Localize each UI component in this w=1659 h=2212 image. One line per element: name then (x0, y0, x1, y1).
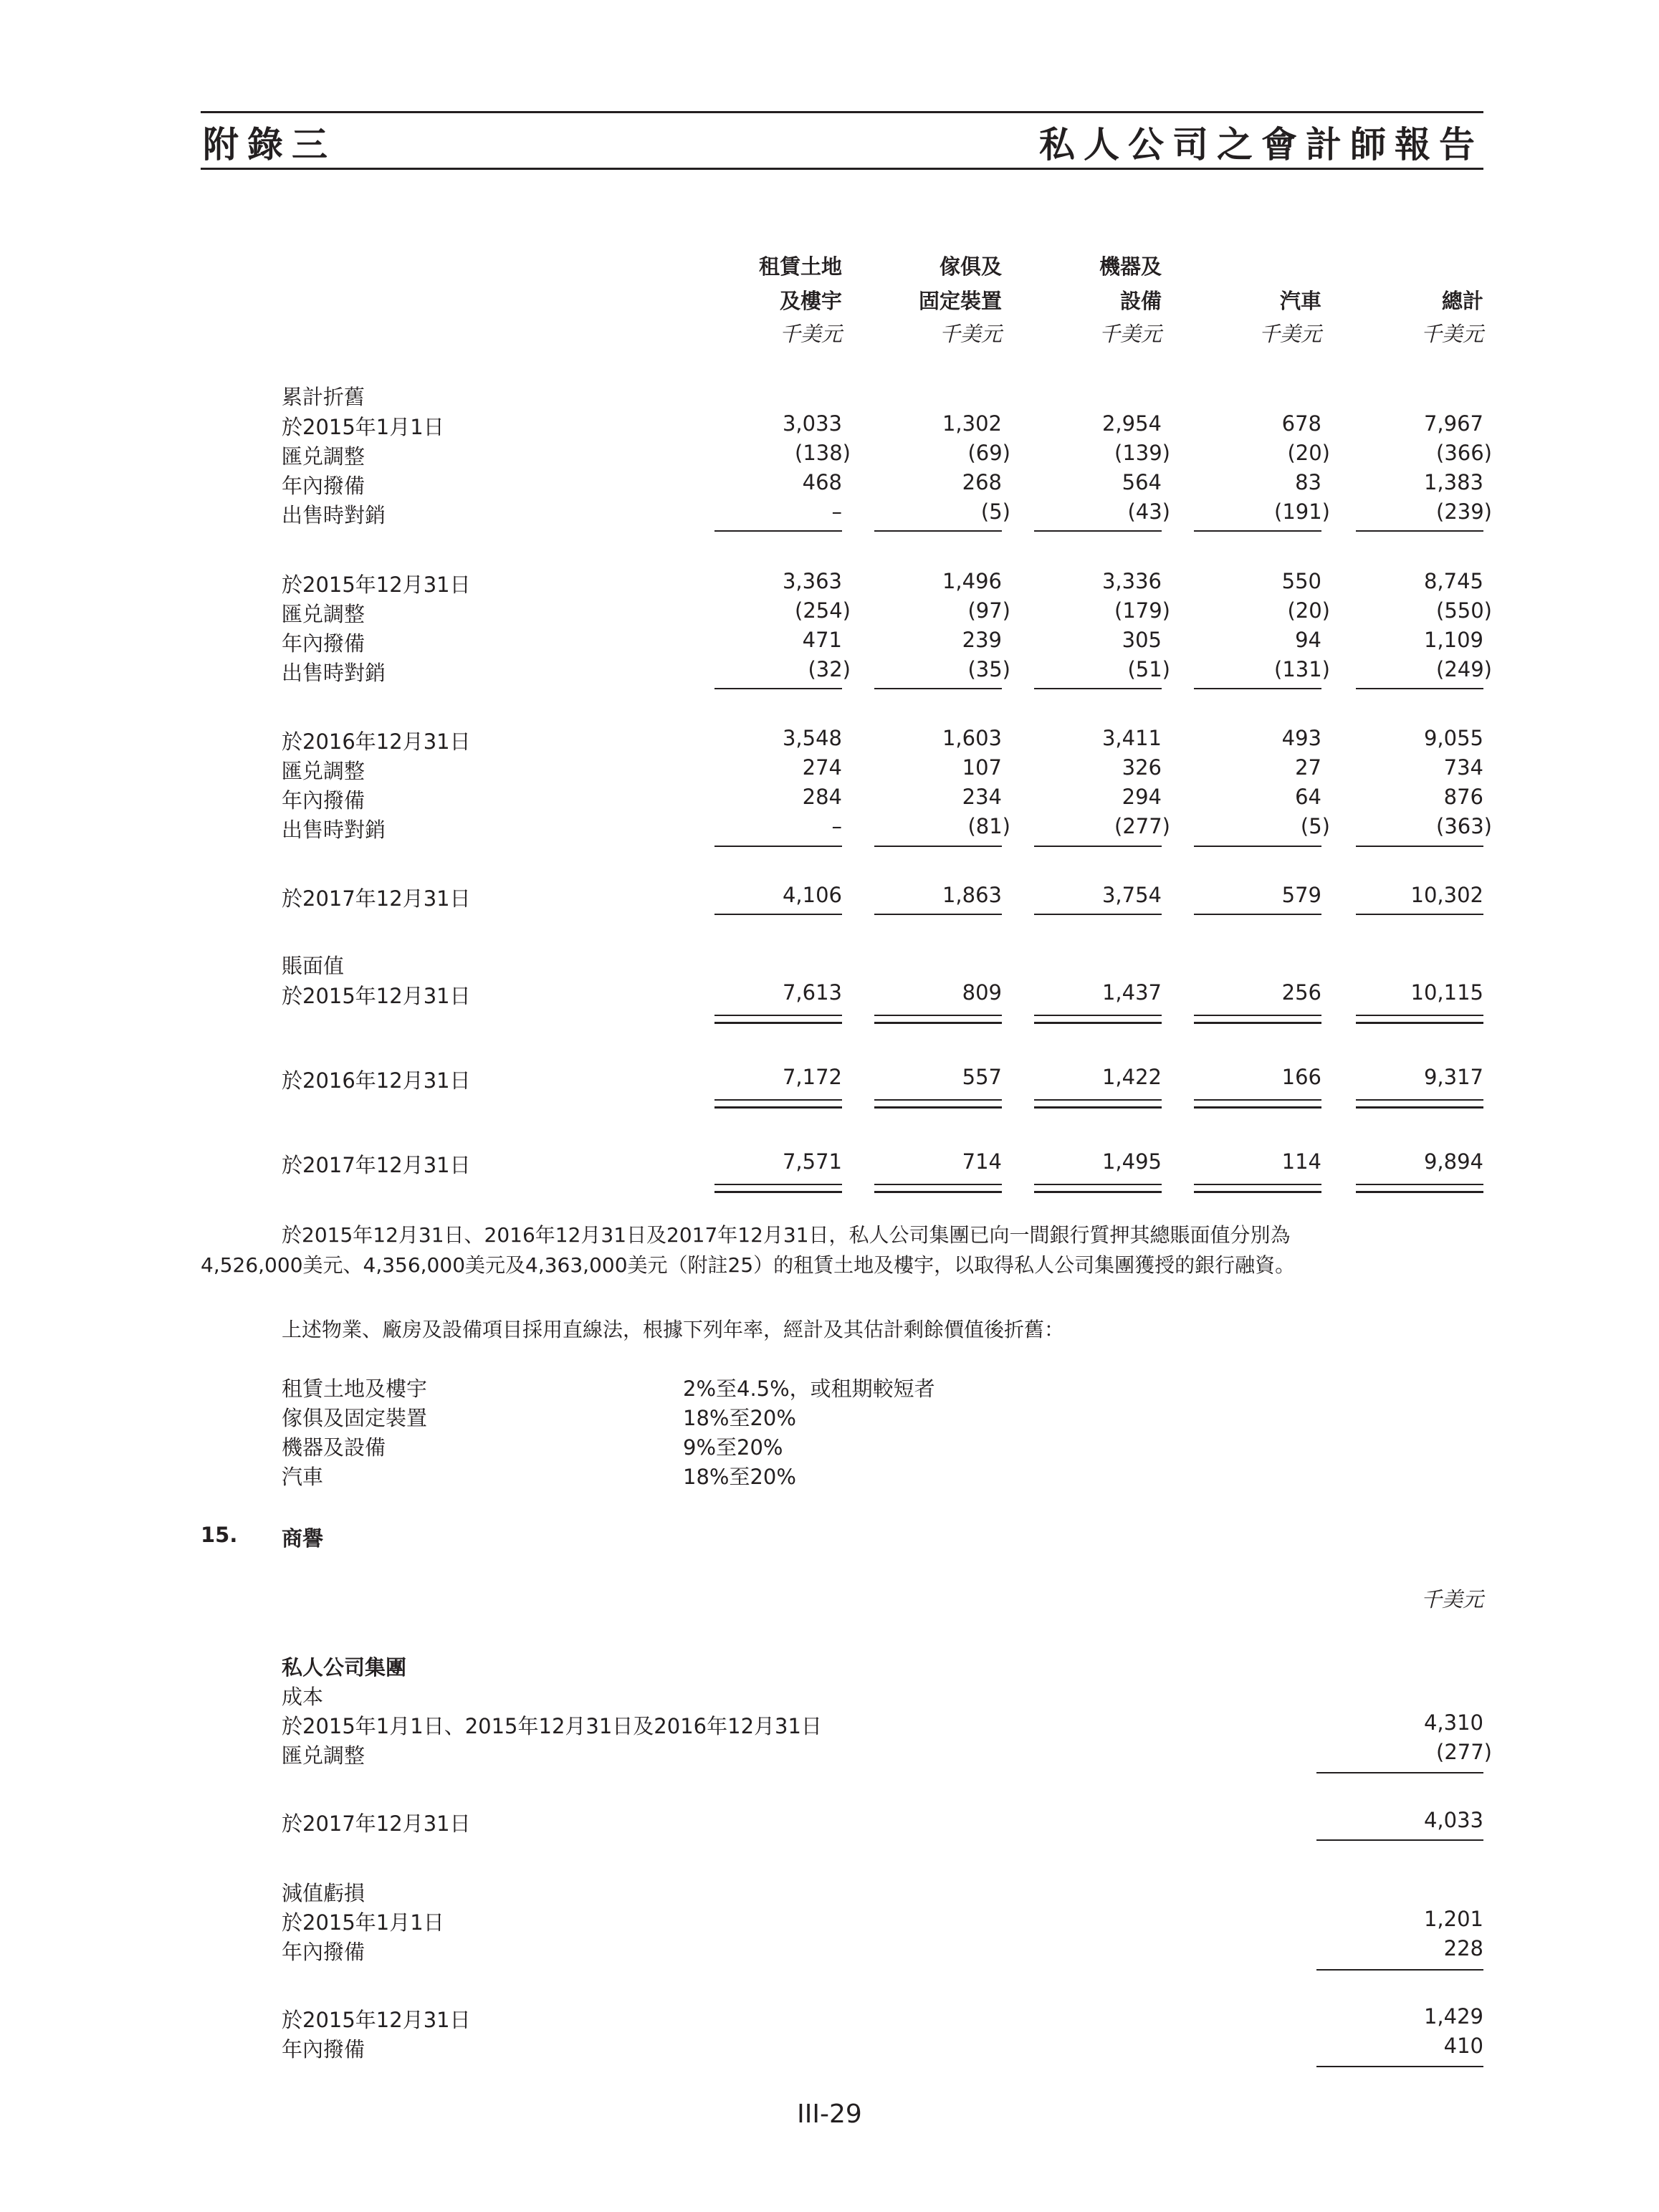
table-cell: 468 (802, 470, 842, 494)
double-rule-bottom (1194, 1106, 1321, 1109)
table-cell: (249) (1436, 657, 1492, 681)
table-cell: (5) (980, 499, 1010, 524)
row-label: 年內撥備 (282, 474, 365, 498)
col-header-land-line1: 租賃土地 (758, 254, 842, 279)
table-cell: (138) (795, 441, 851, 465)
col-header-total: 總計 (1441, 289, 1483, 313)
section-accumulated-depreciation: 累計折舊 (282, 385, 365, 409)
subtotal-rule (1194, 846, 1321, 847)
subtotal-rule (1034, 688, 1162, 689)
table-cell: 3,336 (1101, 569, 1162, 593)
table-cell: 734 (1443, 755, 1483, 780)
table-cell: 550 (1281, 569, 1321, 593)
table-cell: (550) (1436, 598, 1492, 623)
col-unit-land: 千美元 (779, 322, 842, 346)
goodwill-value: 4,033 (1423, 1808, 1483, 1832)
double-rule-top (1194, 1099, 1321, 1101)
table-cell: 1,109 (1423, 628, 1483, 652)
table-cell: 3,548 (782, 726, 842, 750)
cost-heading: 成本 (282, 1685, 324, 1709)
subtotal-rule (1356, 914, 1483, 915)
table-cell: 10,115 (1410, 980, 1483, 1005)
goodwill-value: 1,429 (1423, 2004, 1483, 2029)
table-cell: 3,754 (1101, 883, 1162, 907)
table-cell: (366) (1436, 441, 1492, 465)
table-cell: 471 (802, 628, 842, 652)
rate-value: 18%至20% (683, 1465, 796, 1489)
table-cell: 64 (1295, 785, 1321, 809)
table-cell: 1,383 (1423, 470, 1483, 494)
rate-item: 傢俱及固定裝置 (282, 1406, 428, 1430)
row-label: 年內撥備 (282, 631, 365, 656)
row-label: 於2016年12月31日 (282, 1068, 471, 1093)
table-cell: 166 (1281, 1065, 1321, 1089)
double-rule-bottom (1356, 1022, 1483, 1024)
row-label: 於2015年12月31日 (282, 2008, 471, 2032)
double-rule-bottom (1034, 1022, 1162, 1024)
table-cell: (277) (1114, 814, 1170, 838)
table-cell: (179) (1114, 598, 1170, 623)
table-cell: 579 (1281, 883, 1321, 907)
subtotal-rule (1356, 530, 1483, 532)
pledge-paragraph-line1: 於2015年12月31日、2016年12月31日及2017年12月31日，私人公司集團已向一間銀行質押其總賬面值分別為 (282, 1223, 1291, 1247)
note-title: 商譽 (282, 1526, 324, 1551)
double-rule-bottom (874, 1191, 1002, 1193)
table-cell: 294 (1122, 785, 1162, 809)
table-cell: 557 (962, 1065, 1002, 1089)
table-cell: 3,411 (1101, 726, 1162, 750)
rate-item: 機器及設備 (282, 1435, 386, 1460)
appendix-title: 附錄三 (203, 124, 336, 166)
row-label: 匯兑調整 (282, 759, 365, 783)
table-cell: (191) (1274, 499, 1330, 524)
note-number: 15. (201, 1523, 238, 1547)
table-cell: 1,603 (942, 726, 1002, 750)
table-cell: (32) (808, 657, 851, 681)
table-cell: (239) (1436, 499, 1492, 524)
double-rule-bottom (714, 1106, 842, 1109)
double-rule-top (1194, 1184, 1321, 1185)
subtotal-rule (1316, 1839, 1483, 1841)
subtotal-rule (1194, 688, 1321, 689)
table-cell: 284 (802, 785, 842, 809)
row-label: 年內撥備 (282, 788, 365, 813)
table-cell: 305 (1122, 628, 1162, 652)
rate-value: 9%至20% (683, 1435, 783, 1460)
row-label: 於2015年1月1日、2015年12月31日及2016年12月31日 (282, 1714, 822, 1738)
rate-item: 租賃土地及樓宇 (282, 1376, 428, 1401)
section-book-value: 賬面值 (282, 954, 345, 978)
pledge-paragraph-line2: 4,526,000美元、4,356,000美元及4,363,000美元（附註25）的租賃土地及樓宇，以取得私人公司集團獲授的銀行融資。 (201, 1253, 1296, 1277)
table-cell: 1,422 (1101, 1065, 1162, 1089)
subtotal-rule (1034, 846, 1162, 847)
double-rule-bottom (1034, 1191, 1162, 1193)
row-label: 出售時對銷 (282, 503, 386, 527)
table-cell: 4,106 (782, 883, 842, 907)
subtotal-rule (874, 846, 1002, 847)
goodwill-value: 1,201 (1423, 1907, 1483, 1931)
col-header-furniture-line2: 固定裝置 (918, 289, 1002, 313)
subtotal-rule (1356, 846, 1483, 847)
row-label: 年內撥備 (282, 1940, 365, 1964)
table-cell: 3,033 (782, 411, 842, 436)
row-label: 出售時對銷 (282, 661, 386, 685)
table-cell: 876 (1443, 785, 1483, 809)
table-cell: 1,495 (1101, 1149, 1162, 1174)
report-title: 私人公司之會計師報告 (1039, 124, 1483, 166)
double-rule-bottom (1356, 1191, 1483, 1193)
table-cell: 7,967 (1423, 411, 1483, 436)
table-cell: (51) (1127, 657, 1170, 681)
table-cell: (20) (1287, 598, 1330, 623)
subtotal-rule (714, 846, 842, 847)
table-cell: 809 (962, 980, 1002, 1005)
subtotal-rule (1194, 914, 1321, 915)
table-cell: – (831, 814, 842, 838)
subtotal-rule (1316, 2066, 1483, 2067)
row-label: 於2017年12月31日 (282, 1153, 471, 1177)
table-cell: 107 (962, 755, 1002, 780)
col-unit-machinery: 千美元 (1099, 322, 1162, 346)
table-cell: 7,613 (782, 980, 842, 1005)
subtotal-rule (714, 914, 842, 915)
double-rule-bottom (714, 1022, 842, 1024)
table-cell: 1,437 (1101, 980, 1162, 1005)
row-label: 於2015年1月1日 (282, 1910, 444, 1935)
header-bottom-rule (201, 168, 1483, 170)
table-cell: (20) (1287, 441, 1330, 465)
subtotal-rule (714, 530, 842, 532)
double-rule-top (1034, 1184, 1162, 1185)
double-rule-top (1356, 1184, 1483, 1185)
table-cell: (131) (1274, 657, 1330, 681)
double-rule-top (714, 1015, 842, 1016)
table-cell: 256 (1281, 980, 1321, 1005)
row-label: 匯兑調整 (282, 602, 365, 626)
table-cell: 239 (962, 628, 1002, 652)
table-cell: 268 (962, 470, 1002, 494)
goodwill-value: 228 (1443, 1936, 1483, 1960)
table-cell: (97) (967, 598, 1010, 623)
table-cell: (35) (967, 657, 1010, 681)
rate-item: 汽車 (282, 1465, 324, 1489)
table-cell: 234 (962, 785, 1002, 809)
table-cell: 714 (962, 1149, 1002, 1174)
table-cell: (81) (967, 814, 1010, 838)
table-cell: 8,745 (1423, 569, 1483, 593)
note15-unit: 千美元 (1420, 1587, 1483, 1612)
table-cell: 9,894 (1423, 1149, 1483, 1174)
col-unit-total: 千美元 (1420, 322, 1483, 346)
table-cell: (254) (795, 598, 851, 623)
goodwill-value: 410 (1443, 2034, 1483, 2058)
table-cell: 83 (1295, 470, 1321, 494)
subtotal-rule (1316, 1772, 1483, 1773)
table-cell: 274 (802, 755, 842, 780)
table-cell: 564 (1122, 470, 1162, 494)
rate-value: 18%至20% (683, 1406, 796, 1430)
row-label: 於2015年12月31日 (282, 984, 471, 1008)
group-heading: 私人公司集團 (282, 1655, 407, 1680)
table-cell: 9,055 (1423, 726, 1483, 750)
col-header-furniture-line1: 傢俱及 (939, 254, 1002, 279)
row-label: 出售時對銷 (282, 818, 386, 842)
table-cell: 2,954 (1101, 411, 1162, 436)
table-cell: 678 (1281, 411, 1321, 436)
goodwill-value: (277) (1436, 1740, 1492, 1764)
table-cell: – (831, 499, 842, 524)
subtotal-rule (1316, 1969, 1483, 1971)
double-rule-bottom (874, 1106, 1002, 1109)
header-top-rule (201, 111, 1483, 113)
col-header-machinery-line1: 機器及 (1099, 254, 1162, 279)
table-cell: 9,317 (1423, 1065, 1483, 1089)
double-rule-top (874, 1099, 1002, 1101)
table-cell: 7,571 (782, 1149, 842, 1174)
subtotal-rule (1356, 688, 1483, 689)
table-cell: (363) (1436, 814, 1492, 838)
col-unit-furniture: 千美元 (939, 322, 1002, 346)
table-cell: (69) (967, 441, 1010, 465)
table-cell: (43) (1127, 499, 1170, 524)
page-number: III-29 (797, 2100, 862, 2129)
double-rule-top (874, 1184, 1002, 1185)
row-label: 年內撥備 (282, 2037, 365, 2062)
subtotal-rule (874, 530, 1002, 532)
double-rule-top (874, 1015, 1002, 1016)
double-rule-bottom (874, 1022, 1002, 1024)
table-cell: (5) (1300, 814, 1330, 838)
double-rule-bottom (1034, 1106, 1162, 1109)
row-label: 於2016年12月31日 (282, 729, 471, 754)
table-cell: 114 (1281, 1149, 1321, 1174)
double-rule-top (1356, 1015, 1483, 1016)
col-header-land-line2: 及樓宇 (779, 289, 842, 313)
subtotal-rule (714, 688, 842, 689)
rate-value: 2%至4.5%，或租期較短者 (683, 1376, 935, 1401)
double-rule-top (714, 1099, 842, 1101)
goodwill-value: 4,310 (1423, 1710, 1483, 1735)
table-cell: 493 (1281, 726, 1321, 750)
table-cell: 3,363 (782, 569, 842, 593)
subtotal-rule (874, 688, 1002, 689)
double-rule-top (1034, 1015, 1162, 1016)
table-cell: (139) (1114, 441, 1170, 465)
row-label: 匯兑調整 (282, 444, 365, 469)
table-cell: 1,863 (942, 883, 1002, 907)
subtotal-rule (1194, 530, 1321, 532)
col-unit-vehicles: 千美元 (1258, 322, 1321, 346)
double-rule-top (1194, 1015, 1321, 1016)
row-label: 於2017年12月31日 (282, 886, 471, 911)
row-label: 於2015年1月1日 (282, 415, 444, 439)
impairment-heading: 減值虧損 (282, 1881, 365, 1905)
table-cell: 27 (1295, 755, 1321, 780)
col-header-machinery-line2: 設備 (1119, 289, 1162, 313)
double-rule-bottom (1194, 1191, 1321, 1193)
col-header-vehicles: 汽車 (1279, 289, 1321, 313)
row-label: 匯兑調整 (282, 1743, 365, 1768)
double-rule-bottom (1194, 1022, 1321, 1024)
double-rule-top (1356, 1099, 1483, 1101)
table-cell: 1,496 (942, 569, 1002, 593)
table-cell: 326 (1122, 755, 1162, 780)
table-cell: 94 (1295, 628, 1321, 652)
row-label: 於2017年12月31日 (282, 1811, 471, 1836)
subtotal-rule (874, 914, 1002, 915)
subtotal-rule (1034, 914, 1162, 915)
table-cell: 7,172 (782, 1065, 842, 1089)
table-cell: 10,302 (1410, 883, 1483, 907)
double-rule-bottom (714, 1191, 842, 1193)
double-rule-top (1034, 1099, 1162, 1101)
table-cell: 1,302 (942, 411, 1002, 436)
double-rule-top (714, 1184, 842, 1185)
depreciation-policy-paragraph: 上述物業、廠房及設備項目採用直線法，根據下列年率，經計及其估計剩餘價值後折舊： (282, 1318, 1065, 1341)
double-rule-bottom (1356, 1106, 1483, 1109)
subtotal-rule (1034, 530, 1162, 532)
row-label: 於2015年12月31日 (282, 573, 471, 597)
